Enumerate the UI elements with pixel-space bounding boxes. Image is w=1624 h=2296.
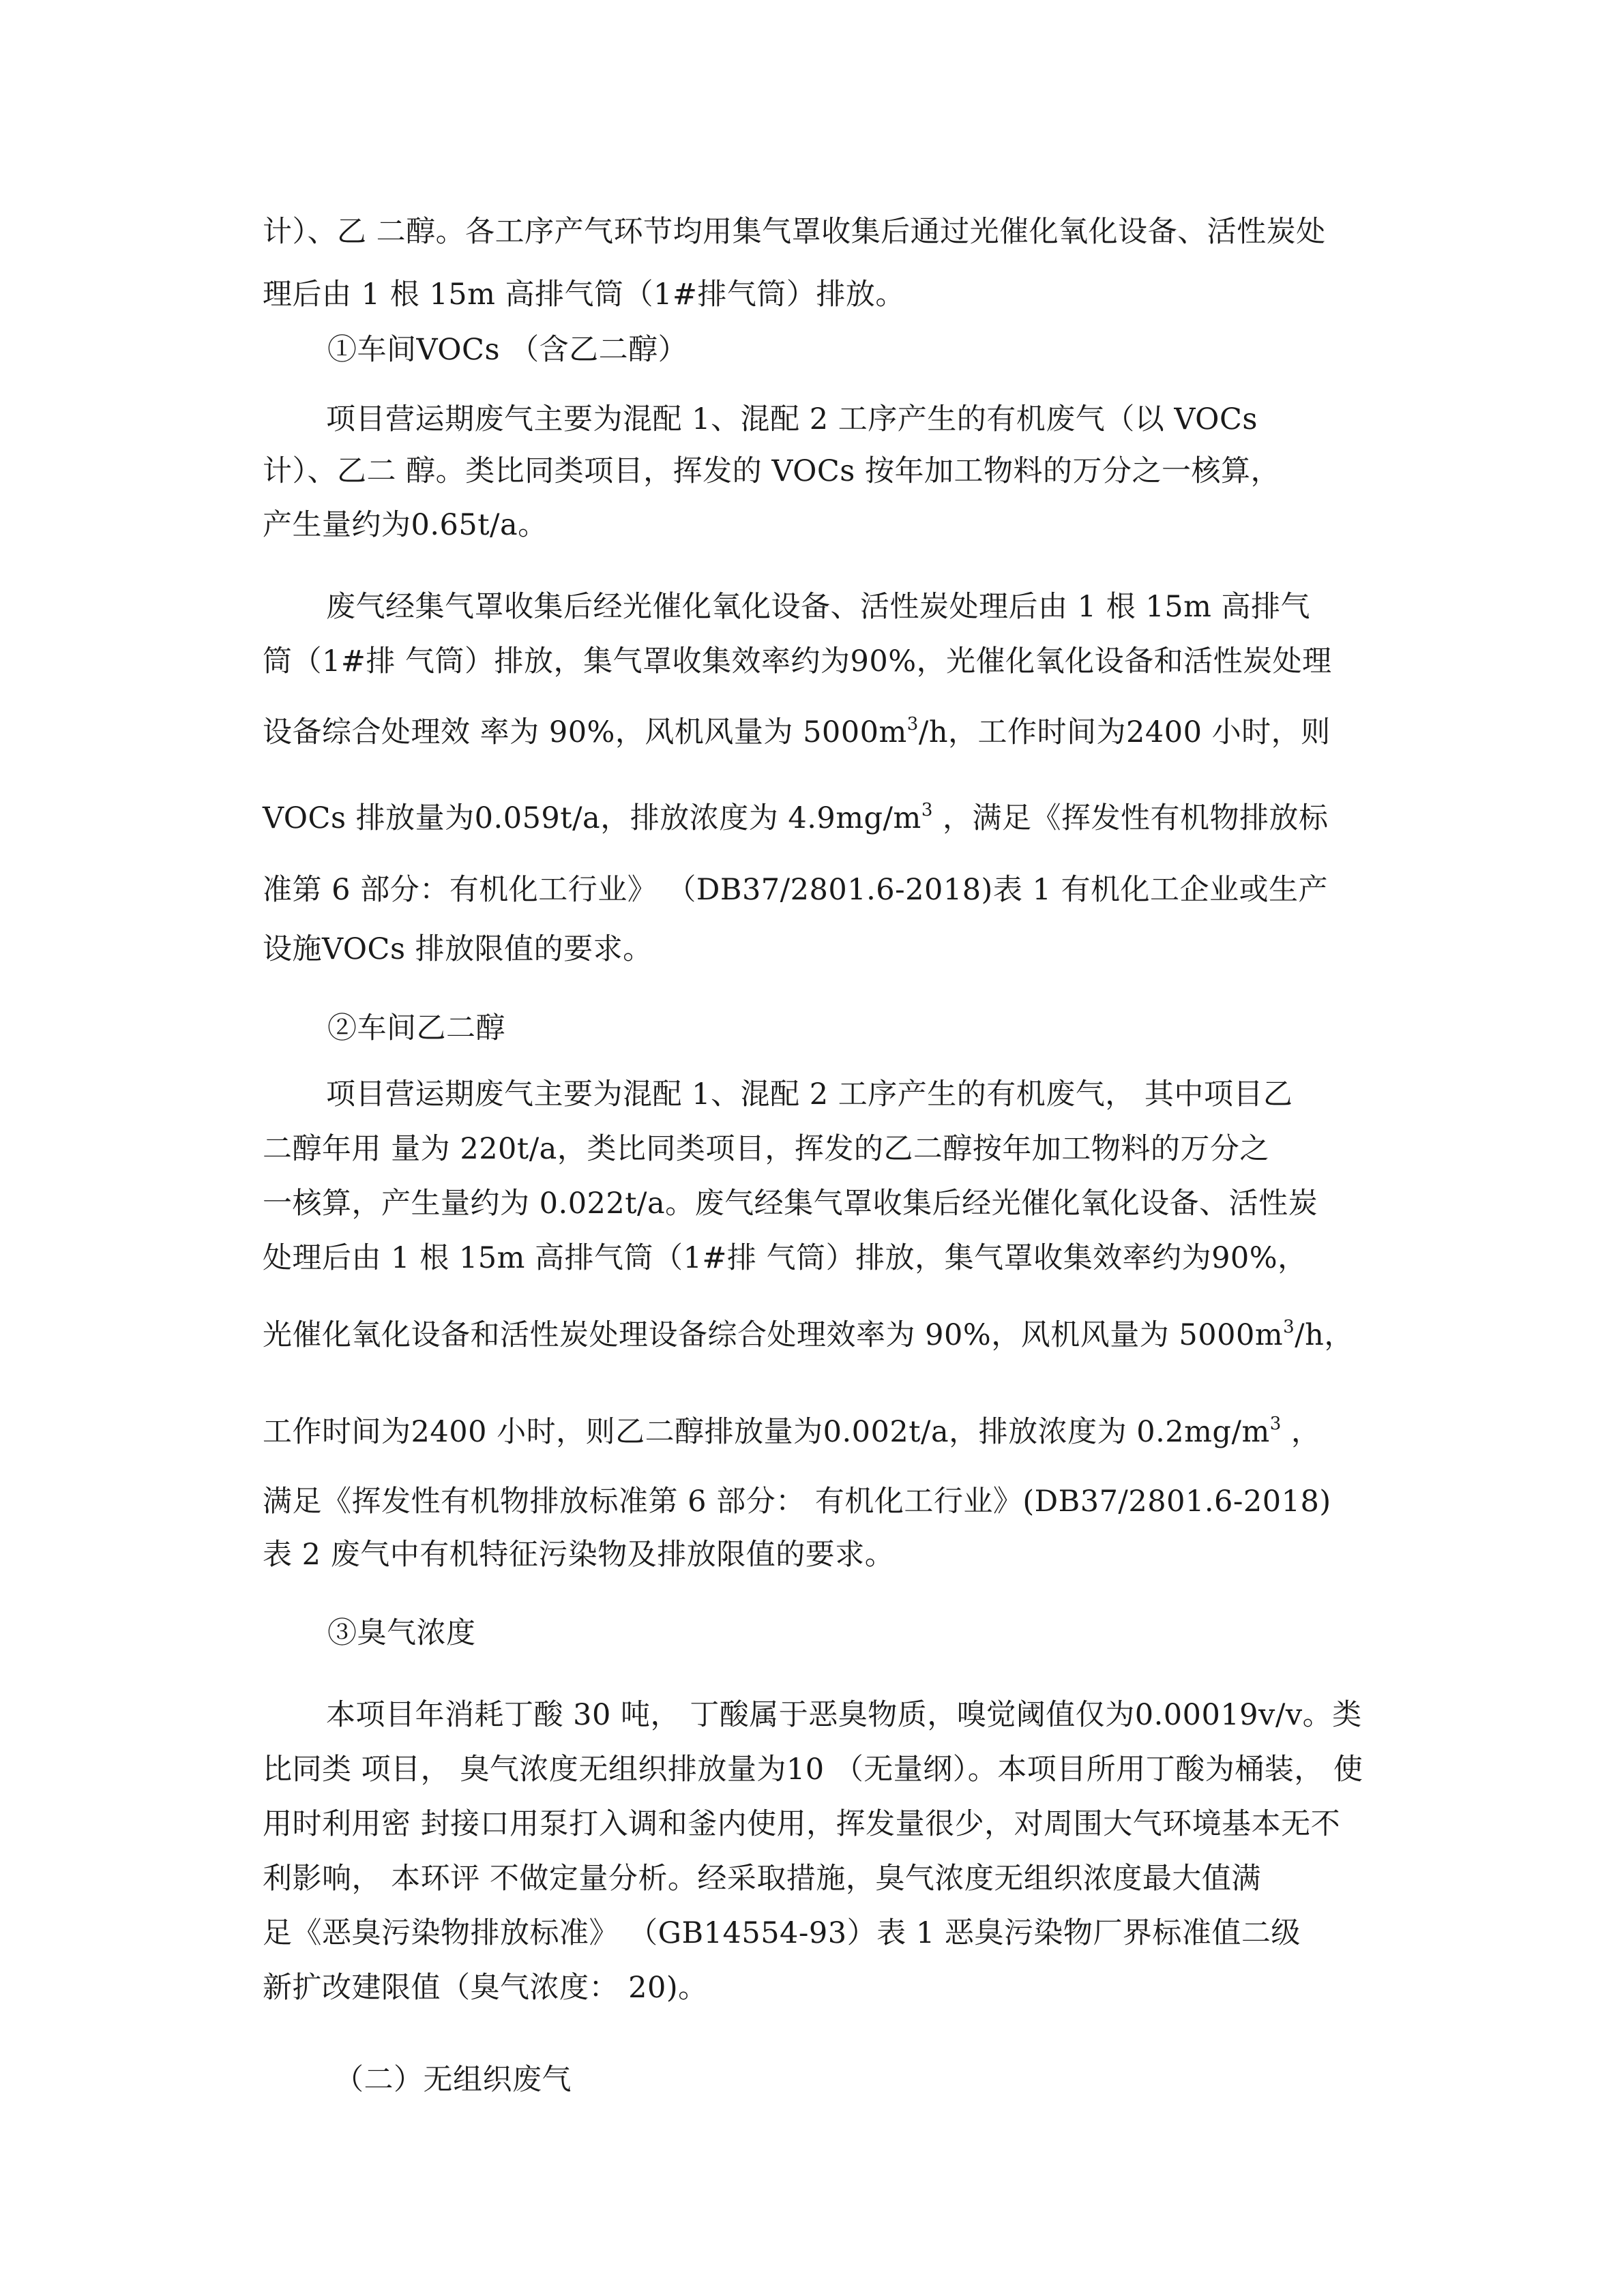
text-line: 项目营运期废气主要为混配 1、混配 2 工序产生的有机废气（以 VOCs — [326, 402, 1258, 436]
text-line: 工作时间为2400 小时，则乙二醇排放量为0.002t/a，排放浓度为 $0.2mg/m^3$ ， — [263, 1414, 1321, 1449]
text-line: 准第 6 部分：有机化工行业》 （DB37/2801.6-2018)表 1 有机化工企业或生产 — [263, 873, 1329, 907]
text-line: 筒（1#排 气筒）排放，集气罩收集效率约为90%，光催化氧化设备和活性炭处理 — [263, 644, 1332, 679]
text-line: 设施VOCs 排放限值的要求。 — [263, 932, 653, 966]
text-line: 计）、乙二 醇。类比同类项目，挥发的 VOCs 按年加工物料的万分之一核算， — [263, 454, 1281, 488]
text-line: 用时利用密 封接口用泵打入调和釜内使用，挥发量很少，对周围大气环境基本无不 — [263, 1807, 1341, 1841]
text-line: 处理后由 1 根 15m 高排气筒（1#排 气筒）排放，集气罩收集效率约为90%， — [263, 1241, 1308, 1275]
text-line: 光催化氧化设备和活性炭处理设备综合处理效率为 90%，风机风量为 $5000m^3/h$， — [263, 1317, 1354, 1352]
text-line: 理后由 1 根 15m 高排气筒（1#排气筒）排放。 — [263, 278, 905, 312]
text-line: 足《恶臭污染物排放标准》 （GB14554-93）表 1 恶臭污染物厂界标准值二级 — [263, 1916, 1301, 1950]
subsection-heading: ③臭气浓度 — [327, 1616, 476, 1650]
text-line: 二醇年用 量为 220t/a，类比同类项目，挥发的乙二醇按年加工物料的万分之 — [263, 1132, 1269, 1166]
text-line: 项目营运期废气主要为混配 1、混配 2 工序产生的有机废气， 其中项目乙 — [326, 1077, 1293, 1112]
section-heading: （二）无组织废气 — [334, 2063, 572, 2097]
text-line: 满足《挥发性有机物排放标准第 6 部分： 有机化工行业》(DB37/2801.6-2018) — [263, 1485, 1331, 1519]
text-line: 新扩改建限值（臭气浓度： 20)。 — [263, 1971, 708, 2005]
text-line: 计）、乙 二醇。各工序产气环节均用集气罩收集后通过光催化氧化设备、活性炭处 — [263, 215, 1326, 249]
text-line: 一核算，产生量约为 0.022t/a。废气经集气罩收集后经光催化氧化设备、活性炭 — [263, 1187, 1318, 1221]
text-line: 设备综合处理效 率为 90%，风机风量为 $5000m^3/h$，工作时间为2400 小时，则 — [263, 714, 1331, 749]
text-line: VOCs 排放量为0.059t/a，排放浓度为 $4.9mg/m^3$ ，满足《挥发性有机物排放标 — [263, 800, 1329, 835]
subsection-heading: ②车间乙二醇 — [327, 1011, 505, 1045]
subsection-heading: ①车间VOCs （含乙二醇） — [327, 333, 688, 367]
text-line: 产生量约为0.65t/a。 — [263, 508, 548, 542]
text-line: 废气经集气罩收集后经光催化氧化设备、活性炭处理后由 1 根 15m 高排气 — [326, 590, 1311, 624]
text-line: 表 2 废气中有机特征污染物及排放限值的要求。 — [263, 1538, 895, 1572]
text-line: 比同类 项目， 臭气浓度无组织排放量为10 （无量纲）。本项目所用丁酸为桶装， 使 — [263, 1753, 1363, 1787]
text-line: 本项目年消耗丁酸 30 吨， 丁酸属于恶臭物质，嗅觉阈值仅为0.00019v/v。类 — [326, 1698, 1362, 1732]
text-line: 利影响， 本环评 不做定量分析。经采取措施，臭气浓度无组织浓度最大值满 — [263, 1862, 1261, 1896]
